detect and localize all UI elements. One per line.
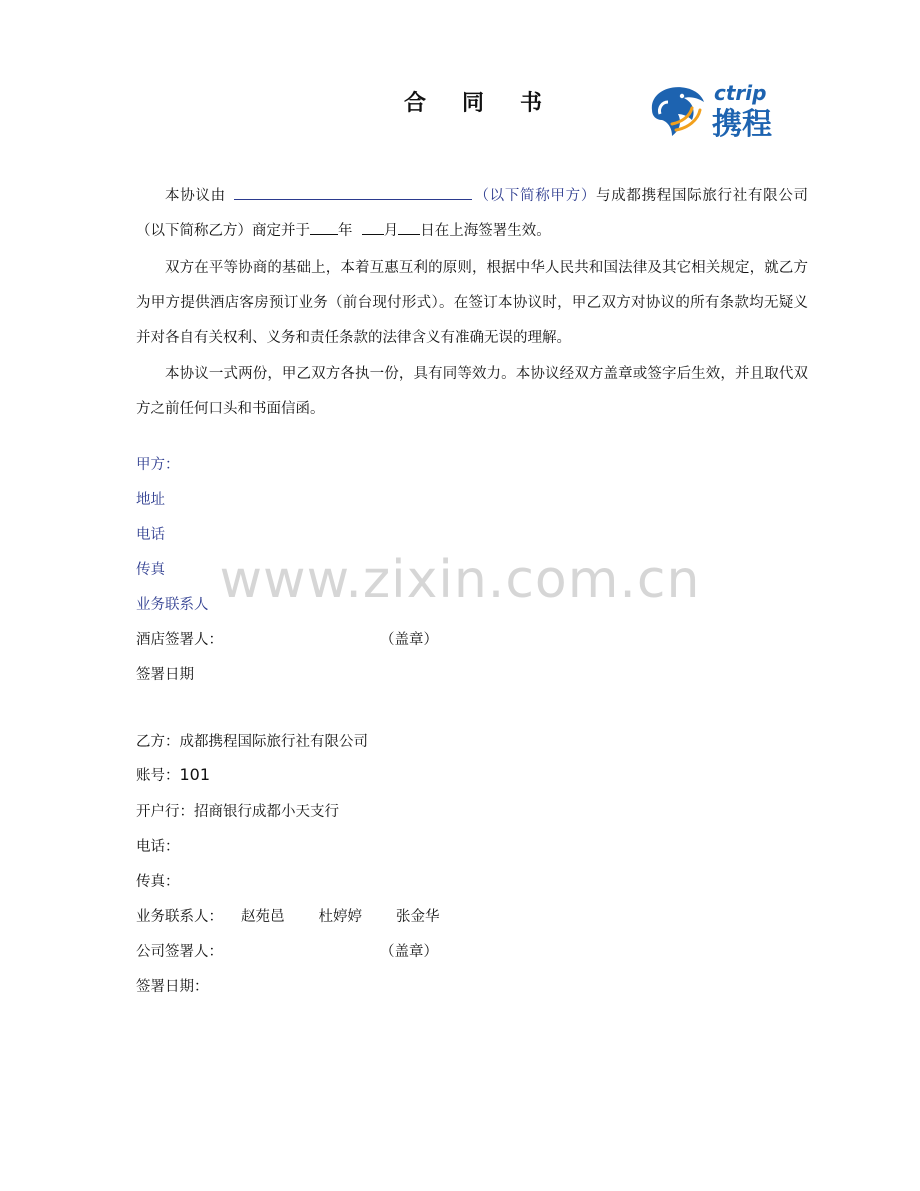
year-blank[interactable] [310,222,338,235]
para1-rest: 日在上海签署生效。 [420,223,551,239]
title-char: 书 [520,90,543,116]
contact-label: 业务联系人： [136,909,223,925]
title-char: 同 [462,90,485,116]
party-a-label: 甲方： [136,457,180,473]
title-char: 合 [404,90,427,116]
party-b-phone: 电话： [136,839,180,855]
party-b-signer: 公司签署人： [136,944,223,960]
party-b-account [136,764,210,785]
dolphin-icon [652,87,704,136]
party-b-date: 签署日期： [136,979,209,995]
party-b-fax: 传真： [136,874,180,890]
paragraph-copies: 本协议一式两份，甲乙双方各执一份，具有同等效力。本协议经双方盖章或签字后生效，并且取代双方之前任何口头和书面信函。 [136,366,808,417]
party-b-bank: 开户行：招商银行成都小天支行 [136,804,339,820]
para1-prefix: 本协议由 [165,188,226,204]
party-a-seal: （盖章） [380,632,438,648]
party-a-fax: 传真 [136,562,165,578]
party-a-name-blank[interactable] [234,185,472,200]
para1-paren: （以下简称甲方） [473,188,597,204]
contact-name: 张金华 [396,909,440,925]
day-blank[interactable] [398,222,420,235]
paragraph-intro [136,179,808,249]
party-a-contact: 业务联系人 [136,597,209,613]
account-value: 101 [179,765,211,784]
document-title [404,86,578,117]
party-b-contacts [136,905,440,926]
party-b-label: 乙方：成都携程国际旅行社有限公司 [136,734,368,750]
party-a-address: 地址 [136,492,165,508]
account-label: 账号： [136,768,180,784]
logo-cjk-text: 携程 [712,107,772,140]
party-b-seal: （盖章） [380,944,438,960]
party-a-date: 签署日期 [136,667,194,683]
month-blank[interactable] [362,222,384,235]
party-a-signer: 酒店签署人： [136,632,223,648]
ctrip-logo [642,80,804,140]
logo-latin-text: ctrip [714,81,767,105]
contact-name: 赵苑邑 [241,909,285,925]
para1-year: 年 [338,223,353,239]
paragraph-principles: 双方在平等协商的基础上，本着互惠互利的原则，根据中华人民共和国法律及其它相关规定，就乙方为甲方提供酒店客房预订业务（前台现付形式）。在签订本协议时，甲乙双方对协议的所有条款均无疑义并对各自有关权利、义务和责任条款的法律含义有准确无误的理解。 [136,260,808,346]
party-a-phone: 电话 [136,527,165,543]
contact-name: 杜婷婷 [318,909,362,925]
watermark: www.zixin.com.cn [219,550,701,610]
para1-mid: 与成都携程国际旅行社有限公司（以下简称乙方）商定并于 [136,188,809,239]
para1-month: 月 [383,223,399,239]
